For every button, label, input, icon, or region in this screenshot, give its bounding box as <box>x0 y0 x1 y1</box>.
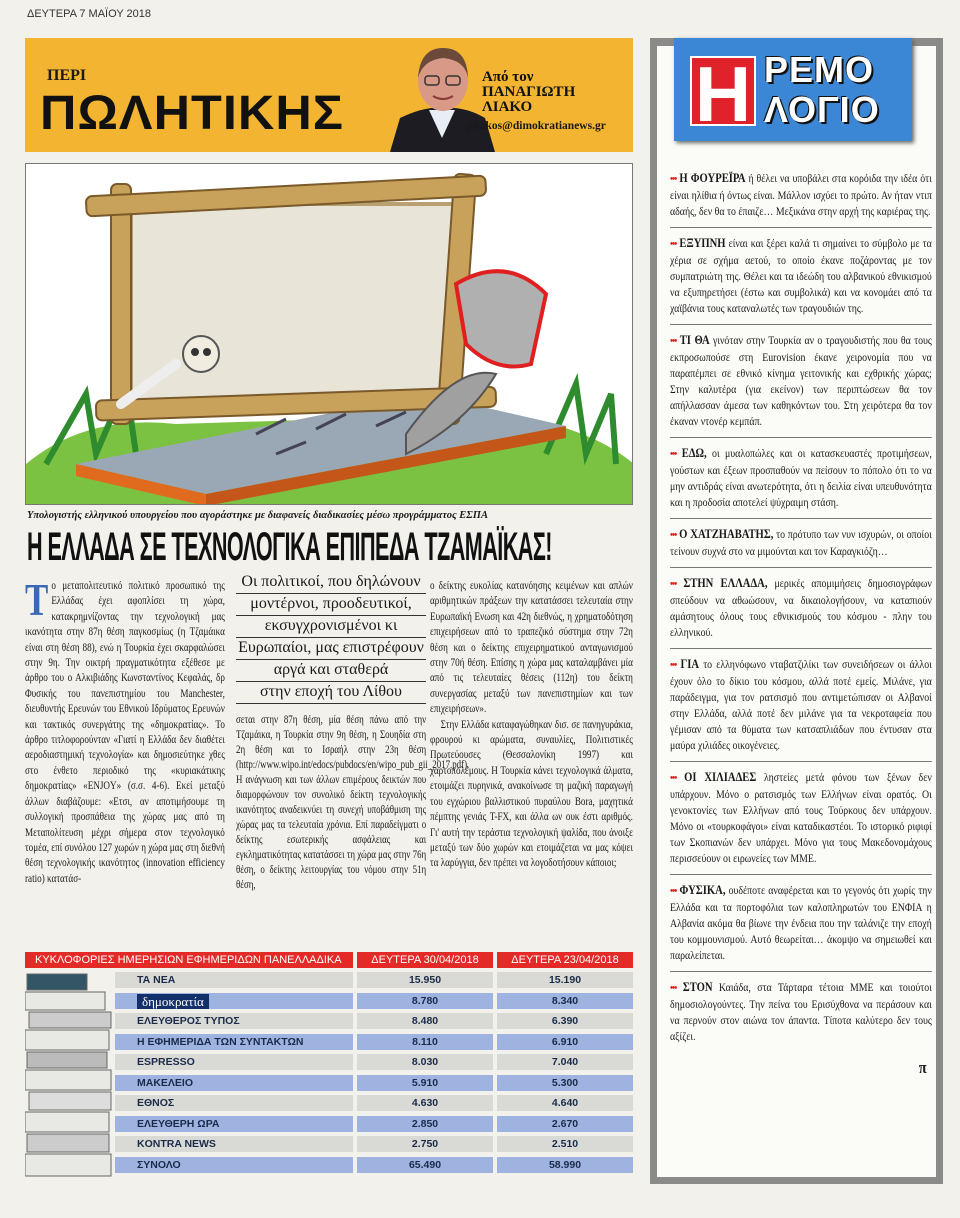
article-column-2: σεται στην 87η θέση, μία θέση πάνω από την Τζαμάικα, η Τουρκία στην 9η θέση, η Σουηδία στη 2η θέση και το Ισραήλ στην 23η θέση (http://www.wipo.int/edocs/pubdocs/en/wipo_pub_gii_2017.pdf). Η ανάγνωση και των άλλων επιμέρους δεικτών που διαμορφώνουν τον συνολικό δείκτη τεχνολογικής ικανότητος αναδεικνύει τη συνεχή υποβάθμιση της χώρας μας τα τελευταία χρόνια. Επί παραδείγματι ο δείκτης εσωτερικής ασφάλειας και εγκληματικότητας κατατάσσει τη χώρα μας στην 76η θέση, ο δείκτης λειτουργίας του νόμου στην 51η θέση, <box>236 712 470 891</box>
circulation-value: 2.670 <box>497 1116 633 1132</box>
item-lead: ΦΥΣΙΚΑ, <box>679 883 726 897</box>
item-text: ληστείες μετά φόνου των ξένων δεν υπάρχουν. Μόνο ο ρατσισμός των Ελλήνων είναι ορατός. Οι γενοκτονίες των Ελλήνων από τους Τούρκους δεν υπάρχουν. Μόνο οι «τουρκοφάγοι» είναι καταδικαστέοι. Το ιστορικό ριφιφί των Σκοπιανών δεν υπάρχει. Μόνο για τους Μακεδονομάχους περισσεύουν οι ειρωνείες των ΜΜΕ. <box>670 771 932 865</box>
newspaper-name: KONTRA NEWS <box>115 1136 353 1152</box>
item-lead: ΣΤΗΝ ΕΛΛΑΔΑ, <box>683 576 768 590</box>
sidebar-items <box>670 170 932 1077</box>
circulation-value: 6.390 <box>497 1013 633 1029</box>
sidebar-item <box>670 882 932 972</box>
bullet-icon: ••• <box>670 579 677 590</box>
circulation-value: 8.340 <box>497 993 633 1009</box>
bullet-icon: ••• <box>670 239 677 250</box>
item-text: το πρότυπο των νυν ισχυρών, οι οποίοι τείνουν συχνά στο να μιμούνται και τον Καραγκιόζη… <box>670 528 932 558</box>
column-title: ΠΩΛΗΤΙΚΗΣ <box>40 87 345 140</box>
sidebar-item <box>670 769 932 875</box>
article-headline: Η ΕΛΛΑΔΑ ΣΕ ΤΕΧΝΟΛΟΓΙΚΑ ΕΠΙΠΕΔΑ ΤΖΑΜΑΪΚΑΣ! <box>27 525 552 569</box>
table-row <box>115 1116 633 1133</box>
pull-quote <box>236 572 426 704</box>
table-row <box>115 972 633 989</box>
cartoon-illustration <box>25 163 633 505</box>
pull-quote-line: Οι πολιτικοί, που δηλώνουν <box>236 572 426 594</box>
circulation-value: 58.990 <box>497 1157 633 1173</box>
item-text: Καιάδα, στα Τάρταρα τέτοια ΜΜΕ και τοιούτοι δημοσιολογούντες. Την πείνα του Ερισύχθονα να περάσουν και να περνούν στον αιώνα τον άπαντα. Τίποτα καλύτερο δεν τους αξίζει. <box>670 981 932 1043</box>
item-text: μερικές απομιμήσεις δημοσιογράφων σπεύδουν να αθωώσουν, να δικαιολογήσουν, να καταπιούν αμάσητους όλους τους εθνικισμούς του κόσμου - πλην του ελληνικού. <box>670 577 932 639</box>
bullet-icon: ••• <box>670 886 677 897</box>
author-email[interactable]: pliakos@dimokratianews.gr <box>467 120 606 132</box>
logo-letter: Η <box>690 56 756 126</box>
table-row <box>115 1157 633 1174</box>
byline-prefix: Από τον <box>482 69 534 85</box>
table-row <box>115 1136 633 1153</box>
sidebar-item <box>670 656 932 762</box>
bullet-icon: ••• <box>670 336 677 347</box>
circulation-value: 5.910 <box>357 1075 493 1091</box>
author-first-name: ΠΑΝΑΓΙΩΤΗ <box>482 84 576 100</box>
circulation-value: 8.030 <box>357 1054 493 1070</box>
column-title-small: ΠΕΡΙ <box>47 67 87 84</box>
newspaper-stack-image <box>25 972 113 1178</box>
table-title: ΚΥΚΛΟΦΟΡΙΕΣ ΗΜΕΡΗΣΙΩΝ ΕΦΗΜΕΡΙΔΩΝ ΠΑΝΕΛΛΑΔΙΚΑ <box>25 952 353 968</box>
table-row <box>115 993 633 1010</box>
drop-cap: Τ <box>25 574 49 625</box>
author-last-name: ΛΙΑΚΟ <box>482 99 533 115</box>
newspaper-name: ΣΥΝΟΛΟ <box>115 1157 353 1173</box>
logo-line-1: ΡΕΜΟ <box>764 49 875 90</box>
item-text: ή θέλει να υποβάλει στα κορόιδα την ιδέα ότι είναι ηλίθια ή όντως είναι. Μάλλον ισχύει το πρώτο. Αν ήταν ντιπ αδαής, δεν θα το έπαιζε… Μεξικάνα στην αρχή της καριέρας της. <box>670 172 932 218</box>
circulation-value: 15.950 <box>357 972 493 988</box>
circulation-value: 2.510 <box>497 1136 633 1152</box>
author-byline <box>482 70 575 115</box>
illustration-caption: Υπολογιστής ελληνικού υπουργείου που αγοράστηκε με διαφανείς διαδικασίες μέσω προγράμματος ΕΣΠΑ <box>27 510 488 521</box>
bullet-icon: ••• <box>670 773 677 784</box>
table-row <box>115 1013 633 1030</box>
circulation-value: 2.750 <box>357 1136 493 1152</box>
pull-quote-line: Ευρωπαίοι, μας επιστρέφουν <box>236 638 426 660</box>
column-header-a: ΔΕΥΤΕΡΑ 30/04/2018 <box>357 952 493 968</box>
sidebar-item <box>670 235 932 325</box>
issue-date: ΔΕΥΤΕΡΑ 7 ΜΑΪΟΥ 2018 <box>27 8 151 20</box>
sidebar-item <box>670 979 932 1052</box>
pull-quote-line: μοντέρνοι, προοδευτικοί, <box>236 594 426 616</box>
article-column-1 <box>25 574 225 886</box>
newspaper-name: ESPRESSO <box>115 1054 353 1070</box>
column-header-b: ΔΕΥΤΕΡΑ 23/04/2018 <box>497 952 633 968</box>
brand-label: δημοκρατία <box>137 994 209 1009</box>
circulation-value: 5.300 <box>497 1075 633 1091</box>
circulation-value: 6.910 <box>497 1034 633 1050</box>
circulation-value: 15.190 <box>497 972 633 988</box>
circulation-value: 4.640 <box>497 1095 633 1111</box>
item-lead: ΕΔΩ, <box>681 446 707 460</box>
circulation-value: 8.480 <box>357 1013 493 1029</box>
circulation-value: 8.780 <box>357 993 493 1009</box>
circulation-value: 4.630 <box>357 1095 493 1111</box>
article-text: ο μεταπολιτευτικό πολιτικό προσωπικό της Ελλάδας έχει αφοπλίσει τη χώρα, κατακρημνίζοντας την τεχνολογική μας ικανότητα στην 87η θέση παγκοσμίως (η Τζαμάικα είναι στη θέση 88), ενώ η Τουρκία έχει σκαρφαλώσει στην 9η. Την οικτρή πραγματικότητα εξέθεσε με άρθρο του ο Αλκιβιάδης Κωνσταντίνος Κεφαλάς, δρ Φυσικής του πανεπιστημίου του Manchester, διευθυντής Ερευνών του Εθνικού Ιδρύματος Ερευνών και τακτικός συνεργάτης της «δημοκρατίας». Το άρθρο τιτλοφορούνταν «Γιατί η Ελλάδα δεν διαθέτει αεροδιαστημική τεχνολογία» και δημοσιεύτηκε χθες στο ένθετο περιοδικό της «κυριακάτικης δημοκρατίας» «ENJOY» (σ.σ. 4-6). Εκεί μεταξύ άλλων διαβάζουμε: «Ετσι, αν αποτιμήσουμε τη συλλογική προσπάθεια της χώρας μας από τη Μεταπολίτευση μέχρι σήμερα στον τεχνολογικό τομέα, επί συνόλου 127 χωρών η χώρα μας στη διεθνή θέση τεχνολογικής ικανότητος (innovation efficiency ratio) κατατάσ- <box>25 578 225 885</box>
circulation-value: 65.490 <box>357 1157 493 1173</box>
article-column-3 <box>430 578 633 871</box>
newspaper-name: ΕΛΕΥΘΕΡΗ ΩΡΑ <box>115 1116 353 1132</box>
item-lead: ΤΙ ΘΑ <box>679 333 710 347</box>
item-text: γινόταν στην Τουρκία αν ο τραγουδιστής που θα τους εκπροσωπούσε στη Eurovision έκανε χειρονομία που να παραπέμπει σε εθνικό κίνημα γειτονικής και εχθρικής χώρας; Στην καλυτέρα (για εκείνον) των περιπτώσεων θα τον απήλλασσαν άμεσα των καθηκόντων του. Στη χειρότερα θα τον έκαναν ντονέρ κεμπάπ. <box>670 334 932 428</box>
bullet-icon: ••• <box>670 530 677 541</box>
sidebar-item <box>670 445 932 519</box>
pull-quote-line: στην εποχή του Λίθου <box>236 682 426 704</box>
item-lead: ΟΙ ΧΙΛΙΑΔΕΣ <box>684 770 757 784</box>
pull-quote-line: εκσυγχρονισμένοι κι <box>236 616 426 638</box>
bullet-icon: ••• <box>670 660 677 671</box>
item-lead: ΣΤΟΝ <box>682 980 713 994</box>
table-row <box>115 1054 633 1071</box>
author-sign: π <box>918 1058 927 1077</box>
bullet-icon: ••• <box>670 174 677 185</box>
newspaper-name: ΕΛΕΥΘΕΡΟΣ ΤΥΠΟΣ <box>115 1013 353 1029</box>
sidebar-logo <box>674 38 912 141</box>
pull-quote-line: αργά και σταθερά <box>236 660 426 682</box>
item-text: ουδέποτε αναφέρεται και το γεγονός ότι χωρίς την Ελλάδα και τα πορτοφόλια των καλοπληρωτών του ΕΝΦΙΑ η Αλβανία ακόμα θα βίωνε την ένδεια που την ταλάνιζε την εποχή του κομμουνισμού. Αυτό θεωρείται… άκομψο να σημειωθεί και παραλείπεται. <box>670 884 932 962</box>
bullet-icon: ••• <box>670 983 677 994</box>
newspaper-name: Η ΕΦΗΜΕΡΙΔΑ ΤΩΝ ΣΥΝΤΑΚΤΩΝ <box>115 1034 353 1050</box>
item-lead: Ο ΧΑΤΖΗΑΒΑΤΗΣ, <box>679 527 774 541</box>
newspaper-name: ΤΑ ΝΕΑ <box>115 972 353 988</box>
article-paragraph: ο δείκτης ευκολίας κατανόησης κειμένων και απλών αριθμητικών πράξεων την κατατάσσει τελευταία στην Ευρωπαϊκή Ενωση και 42η διεθνώς, η χρηματοδότηση επιχειρήσεων από το τραπεζικό σύστημα στην 72η θέση και ο δείκτης επιχειρηματικού ανταγωνισμού στην 70ή θέση. Επίσης η χώρα μας καταλαμβάνει μία από τις τελευταίες θέσεις (112η) του δείκτη συνεργασίας μεταξύ των πανεπιστημίων και των επιχειρήσεων». <box>430 578 633 716</box>
newspaper-name <box>115 993 353 1009</box>
circulation-value: 8.110 <box>357 1034 493 1050</box>
logo-line-2: ΛΟΓΙΟ <box>764 89 880 130</box>
circulation-value: 7.040 <box>497 1054 633 1070</box>
sidebar-item <box>670 575 932 649</box>
circulation-table <box>25 952 633 1178</box>
bullet-icon: ••• <box>670 449 677 460</box>
table-row <box>115 1075 633 1092</box>
sidebar-item <box>670 170 932 228</box>
table-row <box>115 1095 633 1112</box>
item-text: οι μυαλοπώλες και οι κατασκευαστές προτιμήσεων, γούστων και έξεων προσπαθούν να πείσουν το πόπολο ότι το να μην αντιδράς είναι ανωτερότητα, ότι η δειλία είναι υπευθυνότητα και η προδοσία αποτελεί ψύχραιμη στάση. <box>670 447 932 509</box>
sidebar-item <box>670 526 932 568</box>
circulation-value: 2.850 <box>357 1116 493 1132</box>
item-text: το ελληνόφωνο νταβατζιλίκι των συνειδήσεων οι άλλοι έχουν όλο το δίκιο του κόσμου, αλλά ποτέ εμείς. Μιλάνε, για παράδειγμα, για τον ρατσισμό που αντιμετώπισαν οι Αλβανοί στην Ελλάδα, αλλά ποτέ δεν μιλάνε για τα νεκροταφεία που γέμισαν από τα θύματα των κατσαπλιάδων που έντυσαν στα μαύρα χιλιάδες οικογένειες. <box>670 658 932 752</box>
item-lead: ΕΞΥΠΝΗ <box>679 236 726 250</box>
item-lead: ΓΙΑ <box>680 657 700 671</box>
item-text: είναι και ξέρει καλά τι σημαίνει το σύμβολο με τα χέρια σε σχήμα αετού, το οποίο έκανε ποζάροντας με τον συμπατριώτη της. Θέλει και τα ιδεώδη του αλβανικού εθνικισμού να εξυπηρετήσει (έστω και συμβολικά) και να κονομάει από τα χαϊβάνια τους καταναλωτές των τραγουδιών της. <box>670 237 932 315</box>
table-row <box>115 1034 633 1051</box>
item-lead: Η ΦΟΥΡΕΪΡΑ <box>679 171 746 185</box>
newspaper-name: ΕΘΝΟΣ <box>115 1095 353 1111</box>
newspaper-name: ΜΑΚΕΛΕΙΟ <box>115 1075 353 1091</box>
sidebar-item <box>670 332 932 438</box>
article-paragraph: Στην Ελλάδα καταφαγώθηκαν δισ. σε πανηγυράκια, φρουρού κι αρώματα, συναυλίες, Πολιτιστικές Πρωτεύουσες (Θεσσαλονίκη 1997) και χαρτοπολέμους. Η Τουρκία κάνει τεχνολογικά άλματα, ετοιμάζει πυρηνικά, ανακοίνωσε τη μαζική παραγωγή του εγχώριου βαλλιστικού πυραύλου Bora, μαχητικά πέμπτης γενιάς T-FX, και άλλα ων ουκ έστι αριθμός. Γι' αυτή την τεράστια τεχνολογική ψαλίδα, που άνοιξε μεταξύ των δύο χωρών και ετοιμάζεται να μας κόψει τα λαρύγγια, δεν πρέπει να λογοδοτήσουν κάποιοι; <box>430 716 633 870</box>
